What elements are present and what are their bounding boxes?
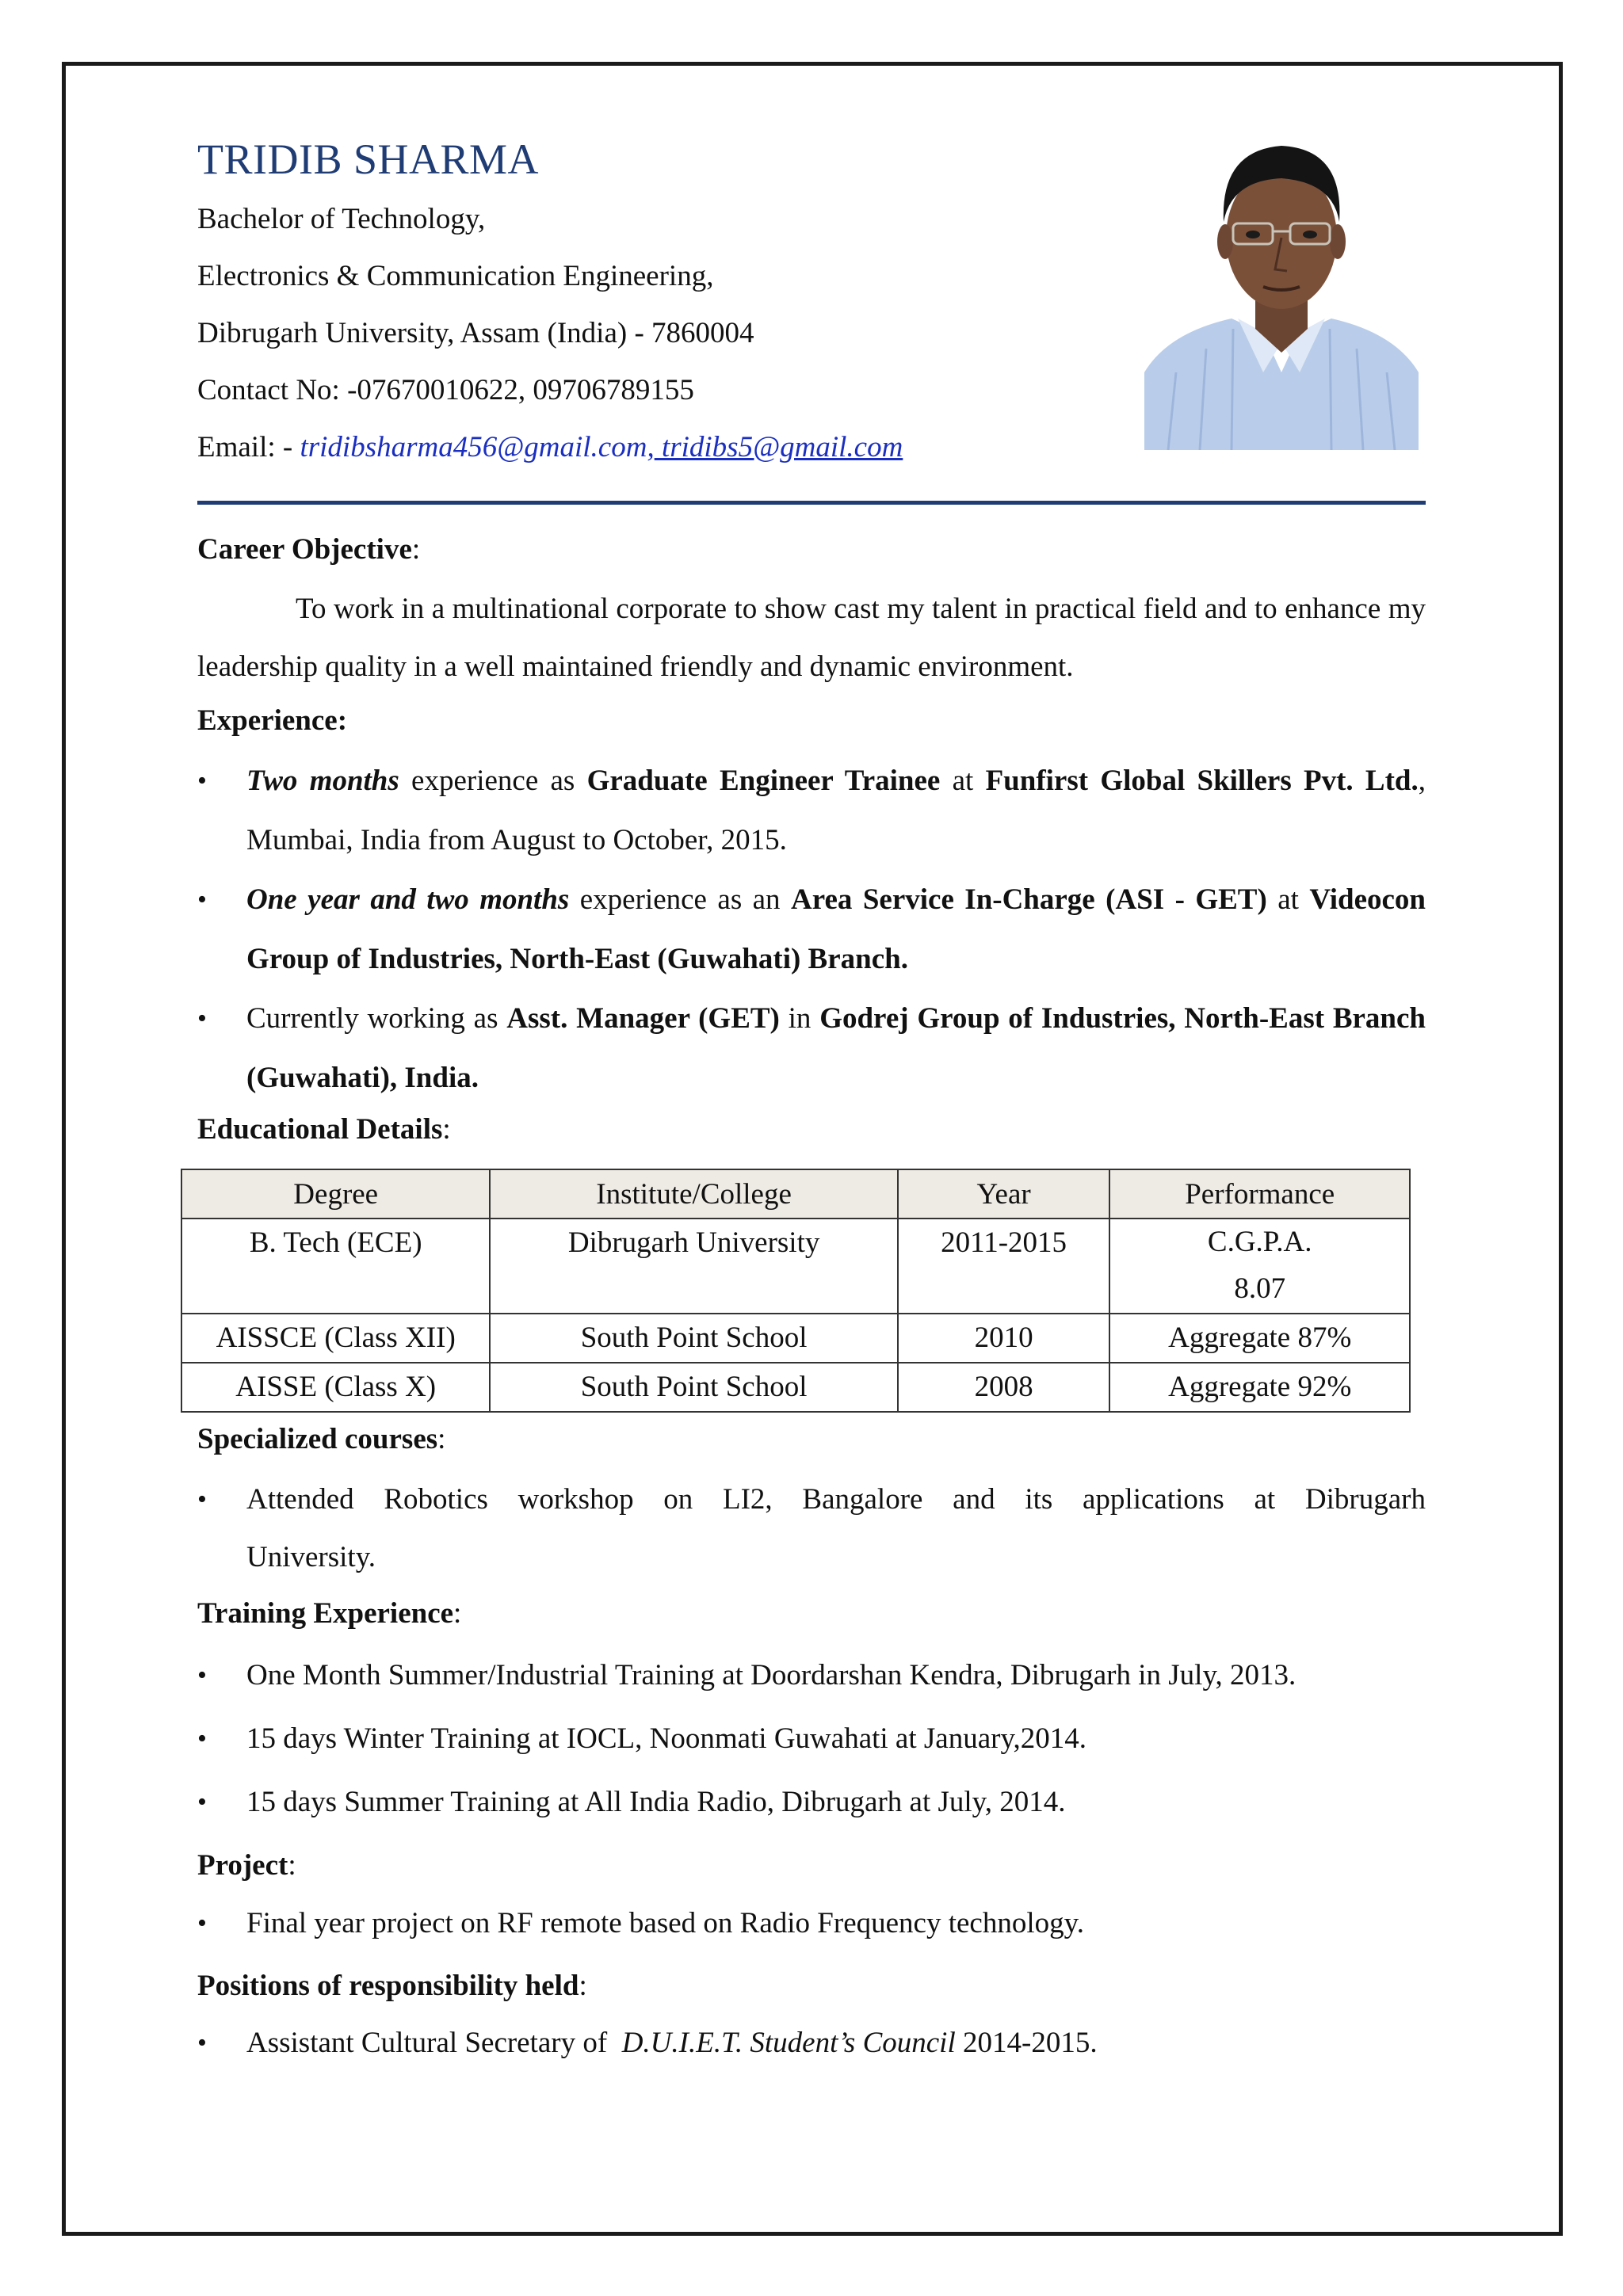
table-cell: 2010 — [898, 1314, 1110, 1363]
table-cell: Aggregate 87% — [1109, 1314, 1410, 1363]
column-header: Performance — [1109, 1169, 1410, 1219]
exp-text: Currently working as — [246, 1002, 507, 1035]
table-cell: AISSCE (Class XII) — [181, 1314, 490, 1363]
experience-list — [197, 751, 1426, 1108]
email-label: Email: - — [197, 431, 300, 463]
header-details — [197, 202, 903, 487]
bullet-dot: • — [197, 885, 207, 914]
bullet-dot: • — [197, 1787, 207, 1817]
experience-item — [197, 870, 1426, 989]
project-list — [197, 1894, 1426, 1953]
exp-company: Funfirst Global Skillers Pvt. Ltd. — [985, 765, 1419, 797]
positions-list — [197, 2013, 1426, 2073]
exp-text: , Mumbai, India from August to October, 2015. — [246, 765, 1426, 856]
exp-text: experience as — [399, 765, 587, 797]
education-colon: : — [442, 1113, 451, 1146]
exp-role: Graduate Engineer Trainee — [586, 765, 941, 797]
position-years: 2014-2015. — [955, 2027, 1098, 2059]
exp-company: Godrej Group of Industries, North-East Branch (Guwahati), India. — [246, 1002, 1426, 1094]
table-cell: 2011-2015 — [898, 1219, 1110, 1314]
list-item — [197, 1894, 1426, 1953]
table-cell: 2008 — [898, 1363, 1110, 1412]
contact-line: Contact No: -07670010622, 09706789155 — [197, 374, 694, 406]
exp-duration: One year and two months — [246, 883, 570, 916]
email-link-secondary[interactable]: tridibs5@gmail.com — [654, 431, 903, 463]
column-header: Institute/College — [490, 1169, 897, 1219]
degree-line: Bachelor of Technology, — [197, 203, 486, 235]
bullet-dot: • — [197, 1004, 207, 1033]
career-objective-text: To work in a multinational corporate to show cast my talent in practical field and to enhance my leadership quality in a well maintained friendly and dynamic environment. — [197, 593, 1426, 683]
exp-company: Videocon Group of Industries, North-East (Guwahati) Branch. — [246, 883, 1426, 975]
list-item — [197, 1644, 1426, 1707]
header-divider — [197, 501, 1426, 505]
exp-duration: Two months — [246, 765, 399, 797]
courses-heading: Specialized courses — [197, 1423, 438, 1455]
column-header: Year — [898, 1169, 1110, 1219]
courses-heading-row — [197, 1422, 445, 1456]
bullet-dot: • — [197, 2028, 207, 2058]
education-heading: Educational Details — [197, 1113, 443, 1146]
training-colon: : — [453, 1597, 462, 1630]
exp-text: in — [779, 1002, 820, 1035]
performance-value: 8.07 — [1234, 1272, 1286, 1305]
experience-item — [197, 751, 1426, 870]
table-header-row — [181, 1169, 1410, 1219]
exp-role: Asst. Manager (GET) — [506, 1002, 780, 1035]
position-text: Assistant Cultural Secretary of — [246, 2027, 622, 2059]
education-table — [181, 1169, 1411, 1413]
training-text: 15 days Summer Training at All India Radio, Dibrugarh at July, 2014. — [246, 1786, 1066, 1818]
bullet-dot: • — [197, 1661, 207, 1690]
courses-list — [197, 1470, 1426, 1586]
training-heading: Training Experience — [197, 1597, 454, 1630]
courses-colon: : — [437, 1423, 446, 1455]
bullet-dot: • — [197, 766, 207, 795]
project-heading: Project — [197, 1849, 288, 1882]
table-cell: South Point School — [490, 1363, 897, 1412]
email-link-primary[interactable]: tridibsharma456@gmail.com — [300, 431, 647, 463]
project-heading-row — [197, 1848, 296, 1882]
career-objective-heading: Career Objective — [197, 533, 412, 566]
exp-text: at — [1266, 883, 1310, 916]
table-cell: AISSE (Class X) — [181, 1363, 490, 1412]
candidate-name: TRIDIB SHARMA — [197, 135, 540, 183]
university-line: Dibrugarh University, Assam (India) - 7860004 — [197, 317, 754, 349]
table-cell: Dibrugarh University — [490, 1219, 897, 1314]
training-text: 15 days Winter Training at IOCL, Noonmati Guwahati at January,2014. — [246, 1722, 1087, 1755]
project-text: Final year project on RF remote based on Radio Frequency technology. — [246, 1907, 1084, 1939]
training-heading-row — [197, 1596, 461, 1630]
course-text: Attended Robotics workshop on LI2, Bangalore and its applications at Dibrugarh University. — [246, 1483, 1426, 1573]
bullet-dot: • — [197, 1724, 207, 1753]
exp-text: at — [940, 765, 986, 797]
table-cell-performance — [1109, 1219, 1410, 1314]
experience-item — [197, 989, 1426, 1108]
email-separator: , — [647, 431, 655, 463]
training-text: One Month Summer/Industrial Training at Doordarshan Kendra, Dibrugarh in July, 2013. — [246, 1659, 1296, 1691]
bullet-dot: • — [197, 1485, 207, 1514]
exp-role: Area Service In-Charge (ASI - GET) — [791, 883, 1267, 916]
table-cell: B. Tech (ECE) — [181, 1219, 490, 1314]
project-colon: : — [288, 1849, 296, 1882]
exp-text: experience as an — [569, 883, 791, 916]
table-row — [181, 1314, 1410, 1363]
positions-colon: : — [579, 1970, 587, 2002]
performance-label: C.G.P.A. — [1207, 1226, 1312, 1258]
career-objective-heading-row — [197, 532, 420, 566]
table-cell: South Point School — [490, 1314, 897, 1363]
table-row — [181, 1219, 1410, 1314]
career-objective-colon: : — [411, 533, 421, 566]
table-cell: Aggregate 92% — [1109, 1363, 1410, 1412]
profile-photo — [1144, 135, 1419, 450]
column-header: Degree — [181, 1169, 490, 1219]
positions-heading-row — [197, 1969, 587, 2003]
position-council: D.U.I.E.T. Student’s Council — [621, 2027, 956, 2059]
education-heading-row — [197, 1112, 451, 1146]
list-item — [197, 1470, 1426, 1586]
list-item — [197, 2013, 1426, 2073]
table-row — [181, 1363, 1410, 1412]
bullet-dot: • — [197, 1909, 207, 1938]
positions-heading: Positions of responsibility held — [197, 1970, 579, 2002]
email-line — [197, 430, 903, 487]
branch-line: Electronics & Communication Engineering, — [197, 260, 714, 292]
list-item — [197, 1771, 1426, 1834]
training-list — [197, 1644, 1426, 1834]
experience-heading: Experience: — [197, 704, 348, 737]
list-item — [197, 1707, 1426, 1771]
